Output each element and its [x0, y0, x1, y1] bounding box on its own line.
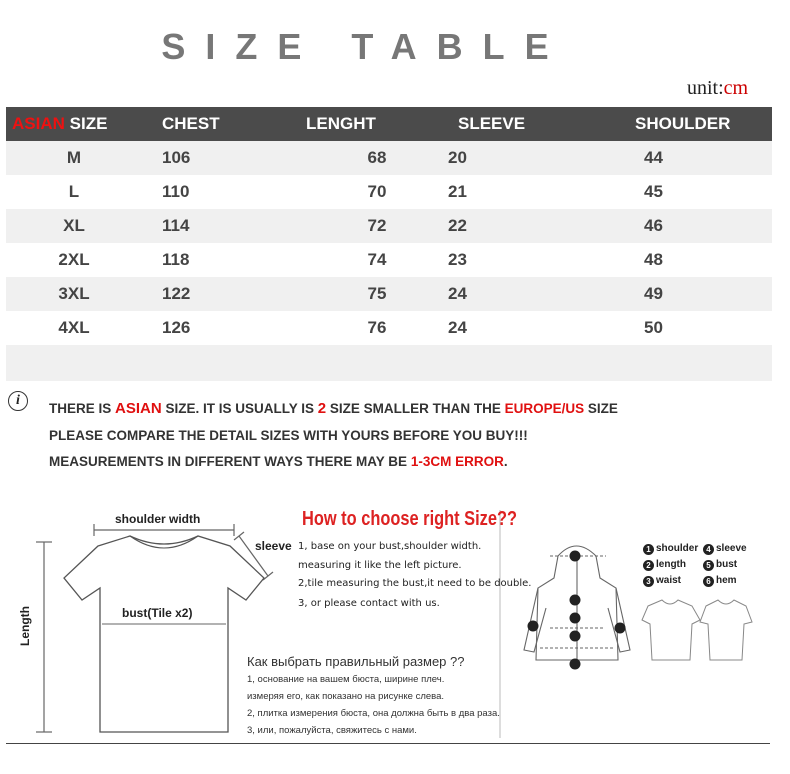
table-row: XL 114 72 22 46	[6, 209, 772, 243]
table-row: 3XL 122 75 24 49	[6, 277, 772, 311]
how-step-2: 2,tile measuring the bust,it need to be double.	[298, 578, 532, 589]
header-length: LENGHT	[298, 107, 448, 141]
table-row: 4XL 126 76 24 50	[6, 311, 772, 345]
bust-label: bust(Tile x2)	[122, 606, 193, 620]
how-step-3: 3, or please contact with us.	[298, 598, 440, 609]
unit-label: unit:cm	[687, 77, 749, 99]
header-shoulder: SHOULDER	[598, 107, 772, 141]
how-to-choose-title: How to choose right Size??	[302, 508, 518, 530]
shoulder-width-label: shoulder width	[115, 512, 201, 526]
legend-item: 6 hem	[703, 575, 737, 587]
table-row: L 110 70 21 45	[6, 175, 772, 209]
legend-item: 1 shoulder	[643, 543, 698, 555]
page-title: SIZE TABLE	[161, 26, 569, 67]
small-shirt-sketches	[642, 600, 752, 660]
sleeve-label: sleeve	[255, 539, 292, 553]
legend-item: 5 bust	[703, 559, 737, 571]
note-line-2: PLEASE COMPARE THE DETAIL SIZES WITH YOURS BEFORE YOU BUY!!!	[49, 428, 528, 443]
ru-step-1b: измеряя его, как показано на рисунке слева.	[247, 691, 445, 702]
table-row: 2XL 118 74 23 48	[6, 243, 772, 277]
table-row: M 106 68 20 44	[6, 141, 772, 175]
note-line-3: MEASUREMENTS IN DIFFERENT WAYS THERE MAY BE 1-3CM ERROR.	[49, 454, 508, 469]
note-line-1: THERE IS ASIAN SIZE. IT IS USUALLY IS 2 SIZE SMALLER THAN THE EUROPE/US SIZE	[49, 400, 618, 417]
how-step-1: 1, base on your bust,shoulder width.	[298, 541, 482, 552]
header-size: ASIAN SIZE	[6, 107, 142, 141]
bottom-divider	[6, 743, 770, 744]
legend-item: 3 waist	[643, 575, 681, 587]
size-table	[6, 107, 772, 381]
length-label: Length	[18, 606, 32, 646]
ru-step-3: 3, или, пожалуйста, свяжитесь с нами.	[247, 725, 417, 736]
header-sleeve: SLEEVE	[448, 107, 598, 141]
ru-title: Как выбрать правильный размер ??	[247, 654, 465, 669]
legend-item: 2 length	[643, 559, 686, 571]
length-measure-line	[36, 542, 52, 732]
legend-item: 4 sleeve	[703, 543, 747, 555]
tshirt-outline	[64, 536, 264, 732]
how-step-1b: measuring it like the left picture.	[298, 560, 462, 571]
table-row-empty	[6, 345, 772, 381]
ru-step-2: 2, плитка измерения бюста, она должна быть в два раза.	[247, 708, 500, 719]
ru-step-1: 1, основание на вашем бюста, ширине плеч.	[247, 674, 445, 685]
info-icon: i	[8, 391, 28, 411]
table-header-row	[6, 107, 772, 141]
header-chest: CHEST	[142, 107, 298, 141]
